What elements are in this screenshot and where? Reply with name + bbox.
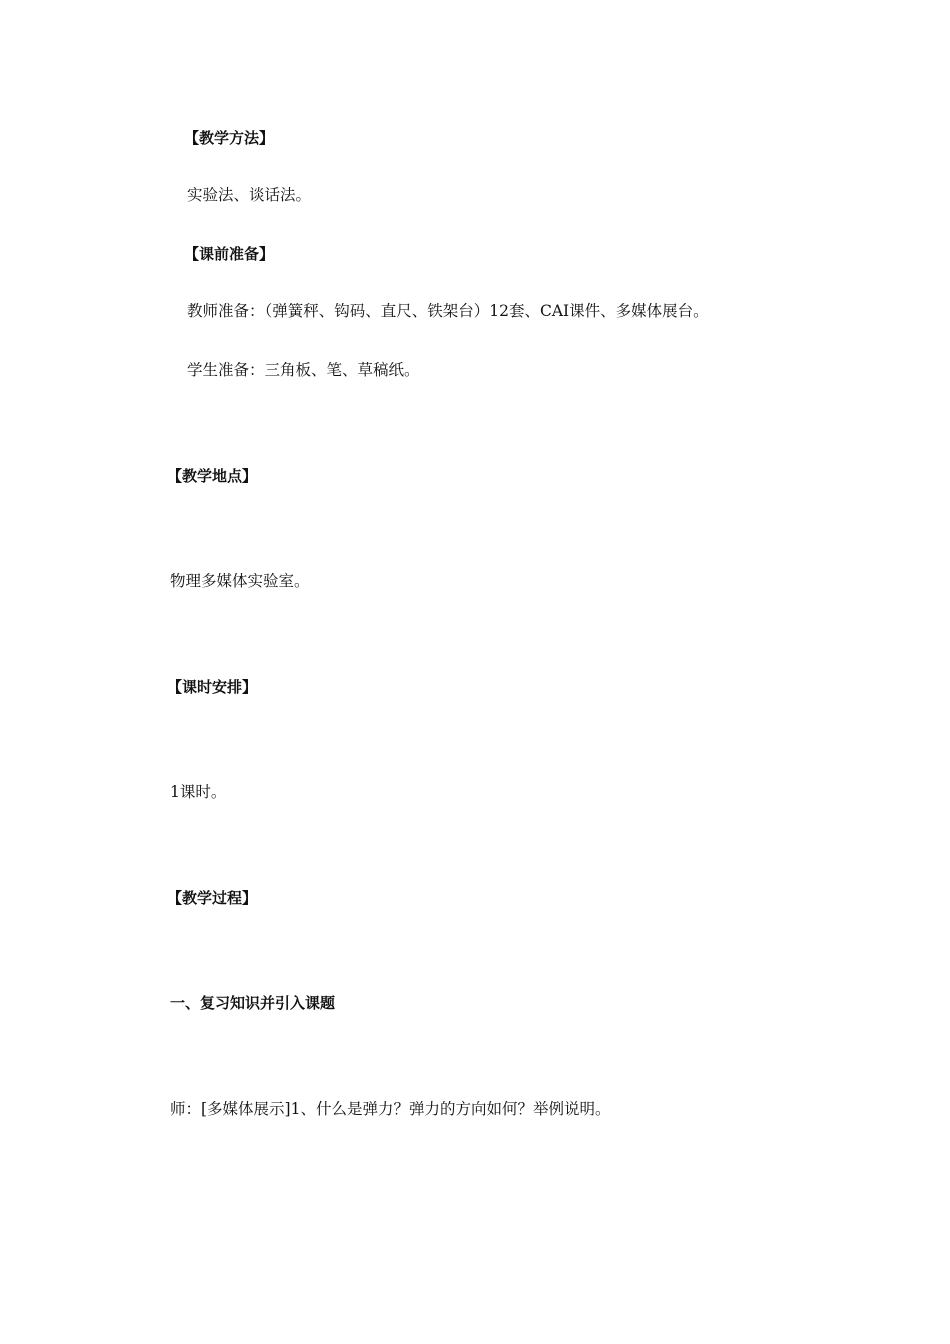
class-schedule-text: 1课时。 [170, 783, 227, 801]
section-one-heading: 一、复习知识并引入课题 [170, 994, 336, 1012]
teaching-location-text: 物理多媒体实验室。 [170, 572, 310, 590]
teaching-method-text: 实验法、谈话法。 [187, 186, 312, 204]
teaching-method-heading: 【教学方法】 [184, 129, 275, 147]
teacher-question-text: 师：[多媒体展示]1、什么是弹力？弹力的方向如何？举例说明。 [170, 1100, 611, 1118]
student-preparation-text: 学生准备：三角板、笔、草稿纸。 [187, 361, 420, 379]
preparation-heading: 【课前准备】 [184, 245, 275, 263]
teaching-process-heading: 【教学过程】 [167, 889, 258, 907]
class-schedule-heading: 【课时安排】 [167, 678, 258, 696]
teaching-location-heading: 【教学地点】 [167, 467, 258, 485]
teacher-preparation-text: 教师准备：（弹簧秤、钩码、直尺、铁架台）12套、CAI课件、多媒体展台。 [187, 302, 709, 320]
